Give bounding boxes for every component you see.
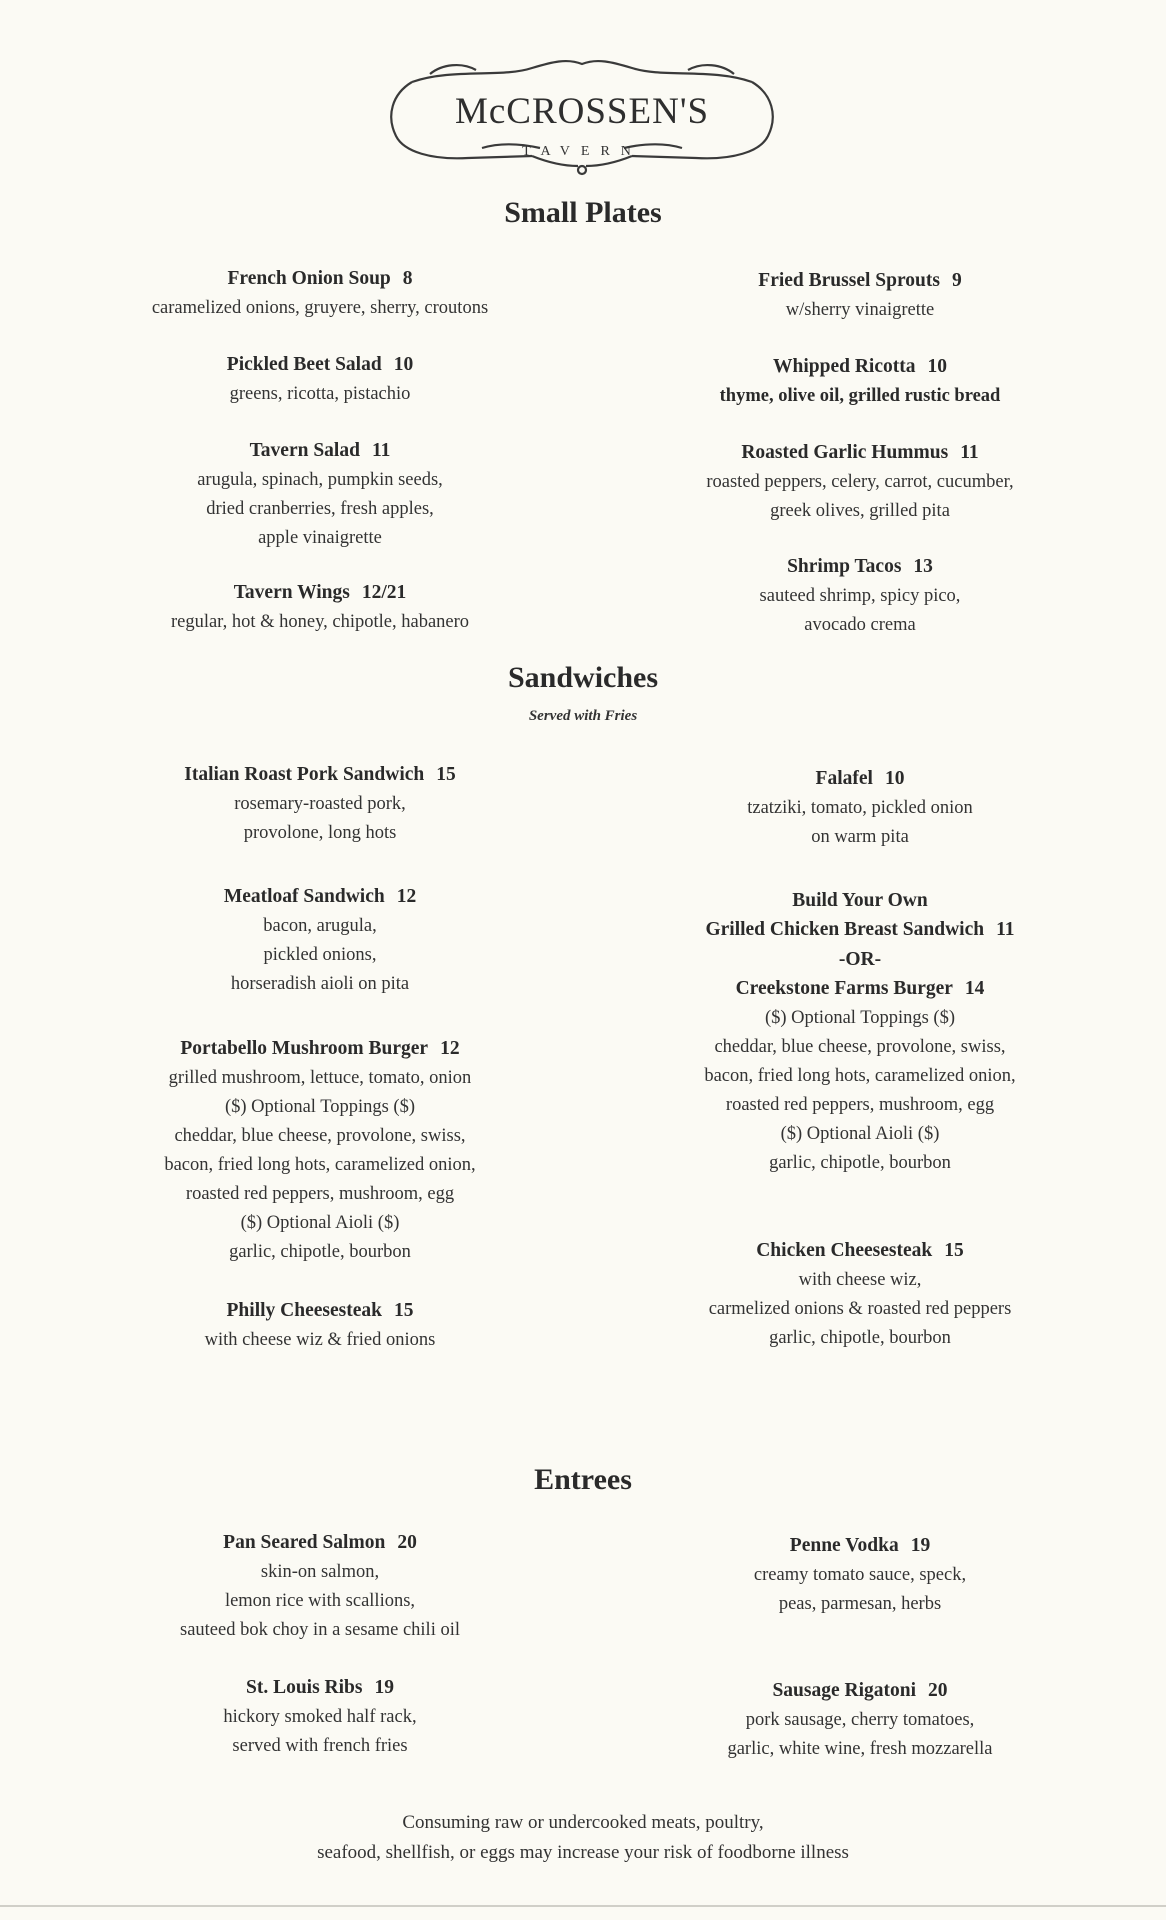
item-description: greek olives, grilled pita — [770, 501, 950, 521]
item-description: cheddar, blue cheese, provolone, swiss, — [714, 1037, 1006, 1057]
item-name: Philly Cheesesteak — [226, 1300, 382, 1321]
menu-item — [640, 886, 1080, 1178]
logo-subtitle: TAVERN — [522, 144, 642, 159]
item-description: ($) Optional Aioli ($) — [240, 1213, 400, 1233]
menu-item — [640, 1236, 1080, 1353]
notice-line: seafood, shellfish, or eggs may increase your risk of foodborne illness — [317, 1842, 849, 1863]
item-price: 10 — [393, 354, 414, 375]
item-description: roasted red peppers, mushroom, egg — [185, 1184, 455, 1204]
item-price: 12 — [440, 1038, 460, 1059]
item-description: sauteed bok choy in a sesame chili oil — [180, 1620, 460, 1640]
item-description: peas, parmesan, herbs — [778, 1594, 942, 1614]
item-description: horseradish aioli on pita — [230, 974, 410, 994]
item-description: regular, hot & honey, chipotle, habanero — [170, 612, 470, 632]
item-name: Meatloaf Sandwich — [223, 886, 385, 907]
item-price: 12 — [396, 886, 417, 907]
item-name: French Onion Soup — [227, 268, 391, 289]
item-name: Roasted Garlic Hummus — [741, 442, 949, 463]
item-name: St. Louis Ribs — [245, 1677, 363, 1698]
item-description: creamy tomato sauce, speck, — [753, 1565, 967, 1585]
menu-item — [110, 1528, 530, 1645]
item-description: lemon rice with scallions, — [224, 1591, 416, 1611]
item-description: garlic, chipotle, bourbon — [769, 1153, 951, 1173]
item-price: 20 — [928, 1680, 948, 1701]
menu-item — [110, 882, 530, 999]
menu-item — [110, 760, 530, 848]
item-description: apple vinaigrette — [258, 528, 382, 548]
item-price: 20 — [397, 1532, 417, 1553]
menu-item — [640, 1531, 1080, 1619]
item-description: ($) Optional Aioli ($) — [780, 1124, 940, 1144]
notice-line: Consuming raw or undercooked meats, poultry, — [402, 1812, 764, 1833]
item-description: avocado crema — [804, 615, 916, 635]
menu-item — [110, 1673, 530, 1761]
menu-item — [110, 350, 530, 409]
item-description: tzatziki, tomato, pickled onion — [747, 798, 973, 818]
item-description: bacon, fried long hots, caramelized onion, — [704, 1066, 1016, 1086]
item-name: Shrimp Tacos — [787, 556, 902, 577]
item-price: 13 — [913, 556, 933, 577]
item-description: skin-on salmon, — [260, 1562, 380, 1582]
item-name: Portabello Mushroom Burger — [180, 1038, 429, 1059]
item-price: 11 — [960, 442, 979, 463]
item-price: 10 — [884, 768, 905, 789]
item-description: roasted peppers, celery, carrot, cucumber, — [706, 472, 1014, 492]
item-price: 14 — [964, 978, 985, 999]
item-description: sauteed shrimp, spicy pico, — [759, 586, 961, 606]
item-price: 19 — [910, 1535, 931, 1556]
item-description: cheddar, blue cheese, provolone, swiss, — [174, 1126, 466, 1146]
item-description: garlic, chipotle, bourbon — [229, 1242, 411, 1262]
item-or: -OR- — [838, 949, 882, 970]
menu-item — [110, 578, 530, 637]
item-description: greens, ricotta, pistachio — [229, 384, 411, 404]
item-name: Whipped Ricotta — [773, 356, 916, 377]
item-price: 8 — [402, 268, 413, 289]
item-description: caramelized onions, gruyere, sherry, croutons — [151, 298, 489, 318]
item-description: garlic, chipotle, bourbon — [769, 1328, 951, 1348]
item-price: 19 — [374, 1677, 394, 1698]
item-name: Pan Seared Salmon — [223, 1532, 386, 1553]
tavern-logo — [372, 44, 792, 176]
menu-item — [110, 1296, 530, 1355]
item-description: bacon, fried long hots, caramelized onion, — [164, 1155, 476, 1175]
item-description: pork sausage, cherry tomatoes, — [745, 1710, 975, 1730]
sandwiches-title: Sandwiches — [507, 661, 659, 694]
item-price: 11 — [371, 440, 391, 461]
item-description: with cheese wiz, — [798, 1270, 922, 1290]
item-description: grilled mushroom, lettuce, tomato, onion — [168, 1068, 472, 1088]
entrees-title: Entrees — [534, 1463, 632, 1496]
item-name: Fried Brussel Sprouts — [758, 270, 940, 291]
item-name: Sausage Rigatoni — [772, 1680, 917, 1701]
item-description: garlic, white wine, fresh mozzarella — [727, 1739, 993, 1759]
bottom-divider — [0, 1905, 1166, 1907]
food-safety-notice — [150, 1808, 1016, 1868]
item-description: arugula, spinach, pumpkin seeds, — [197, 470, 443, 490]
item-name: Falafel — [815, 768, 873, 789]
item-description: rosemary-roasted pork, — [234, 794, 406, 814]
menu-item — [110, 436, 530, 553]
item-description: carmelized onions & roasted red peppers — [708, 1299, 1012, 1319]
menu-item — [640, 438, 1080, 526]
item-description: hickory smoked half rack, — [223, 1707, 417, 1727]
item-price: 10 — [927, 356, 947, 377]
menu-item — [640, 764, 1080, 852]
item-price: 15 — [393, 1300, 414, 1321]
item-description: roasted red peppers, mushroom, egg — [725, 1095, 995, 1115]
menu-item — [640, 352, 1080, 411]
menu-item — [110, 264, 530, 323]
menu-item — [110, 1034, 530, 1267]
menu-item — [640, 552, 1080, 640]
item-price: 12/21 — [361, 582, 407, 603]
item-price: 11 — [996, 919, 1015, 940]
item-price: 15 — [436, 764, 456, 785]
sandwiches-subtitle: Served with Fries — [528, 708, 638, 724]
menu-item — [640, 266, 1080, 325]
item-name: Tavern Wings — [233, 582, 350, 603]
item-price: 9 — [951, 270, 962, 291]
item-name: Italian Roast Pork Sandwich — [184, 764, 425, 785]
item-name: Creekstone Farms Burger — [735, 978, 953, 999]
item-description: provolone, long hots — [243, 823, 397, 843]
item-description: served with french fries — [232, 1736, 408, 1756]
menu-item — [640, 1676, 1080, 1764]
item-description: on warm pita — [811, 827, 909, 847]
item-heading: Build Your Own — [792, 890, 928, 911]
item-name: Tavern Salad — [249, 440, 360, 461]
item-description: pickled onions, — [263, 945, 377, 965]
item-name: Pickled Beet Salad — [226, 354, 382, 375]
item-description: thyme, olive oil, grilled rustic bread — [719, 386, 1001, 406]
item-description: dried cranberries, fresh apples, — [206, 499, 434, 519]
item-name: Chicken Cheesesteak — [756, 1240, 933, 1261]
logo-name: McCROSSEN'S — [454, 91, 710, 132]
item-description: ($) Optional Toppings ($) — [764, 1008, 956, 1028]
item-description: ($) Optional Toppings ($) — [224, 1097, 416, 1117]
item-description: with cheese wiz & fried onions — [204, 1330, 436, 1350]
item-description: bacon, arugula, — [263, 916, 377, 936]
item-description: w/sherry vinaigrette — [785, 300, 935, 320]
item-price: 15 — [944, 1240, 964, 1261]
small-plates-title: Small Plates — [504, 196, 662, 229]
item-name: Penne Vodka — [789, 1535, 899, 1556]
item-name: Grilled Chicken Breast Sandwich — [705, 919, 985, 940]
